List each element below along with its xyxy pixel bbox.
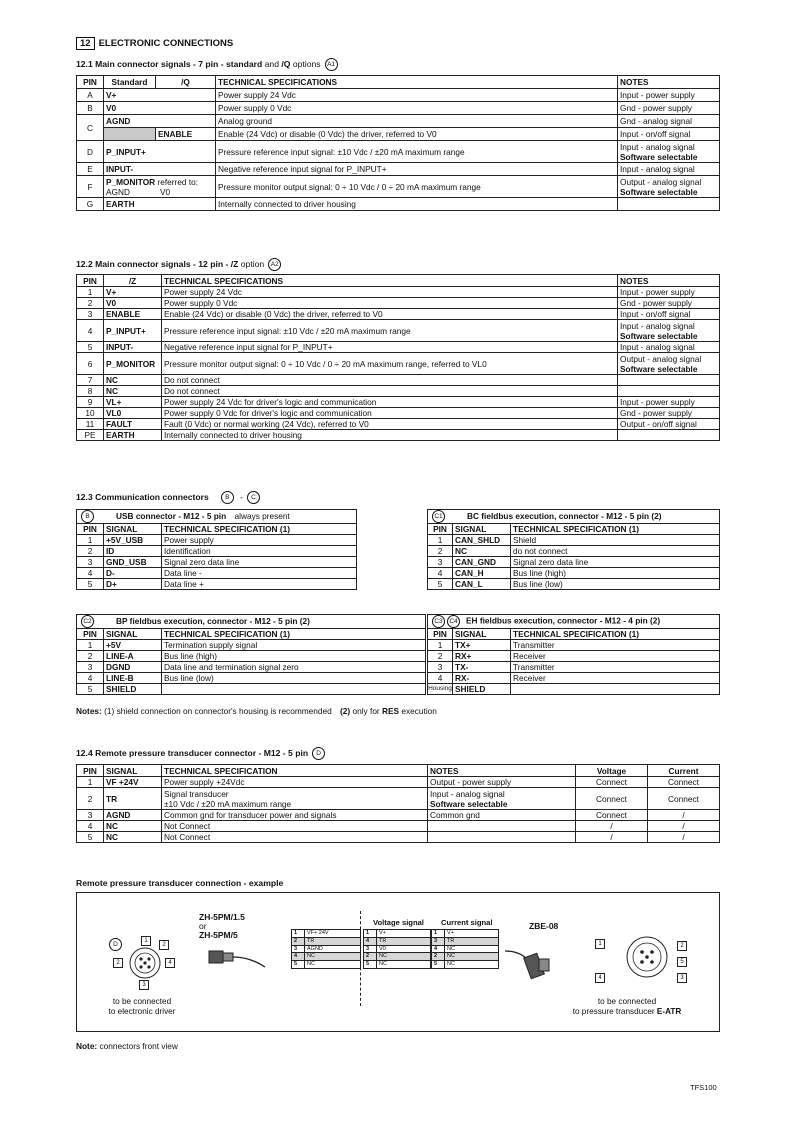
voltage-label: Voltage signal (373, 918, 424, 927)
heading-12-3: 12.3 Communication connectors B - C (76, 491, 260, 504)
connection-diagram: D 1 2 4 2 3 to be connected to electronic driver ZH-5PM/1.5 or ZH-5PM/5 1 VF+ 24V 2 TR 3 AGND 4 NC 5 NC 1 V+ 4 TR 3 V0 2 NC 5 NC 1 V+ 3 TR 4 NC 2 NC 5 NC Voltage signal Current signal ZBE-08 1 2 5 3 4 to be connected to pressure transducer E-ATR (76, 892, 720, 1032)
table-row: 5 CAN_L Bus line (low) (428, 579, 720, 590)
table-row: 4 LINE-B Bus line (low) (77, 673, 426, 684)
right-caption: to be connected to pressure transducer E-ATR (572, 997, 682, 1016)
table-row: 1 VF +24V Power supply +24Vdc Output - power supply Connect Connect (77, 777, 720, 788)
table-row: 3 TX- Transmitter (428, 662, 720, 673)
table-row: 4 CAN_H Bus line (high) (428, 568, 720, 579)
table-row: 1 +5V Termination supply signal (77, 640, 426, 651)
table-row: 3 CAN_GND Signal zero data line (428, 557, 720, 568)
badge-a1: A1 (325, 58, 338, 71)
table-bp: C2 BP fieldbus execution, connector - M12 - 5 pin (2) PIN SIGNAL TECHNICAL SPECIFICATION (1) 1 +5V Termination supply signal 2 LINE-A Bus line (high) 3 DGND Data line and termination signal zero 4 LINE-B Bus line (low) 5 SHIELD (76, 614, 426, 695)
mapping-row: 4 TR (364, 937, 431, 945)
table-7pin: PIN Standard /Q TECHNICAL SPECIFICATIONS NOTES A V+ Power supply 24 Vdc Input - power supply B V0 Power supply 0 Vdc Gnd - power supply C AGND Analog ground Gnd - analog signal ENABLE Enable (24 Vdc) or disable (0 Vdc) the driver, referred to V0 Input - on/off signal D P_INPUT+ Pressure reference input signal: ±10 Vdc / ±20 mA maximum range Input - analog signal Software selectable E INPUT- Negative reference input signal for P_INPUT+ Input - analog signal F P_MONITOR referred to: AGND V0 Pressure monitor output signal: 0 ÷ 10 Vdc / 0 ÷ 20 mA maximum range Output - analog signal Software selectable G EARTH Internally connected to driver housing (76, 75, 720, 211)
table-row: 2 ID Identification (77, 546, 357, 557)
mapping-row: 5 NC (292, 961, 361, 969)
badge-b: B (221, 491, 234, 504)
table-row: 2 V0 Power supply 0 Vdc Gnd - power supply (77, 298, 720, 309)
table-row: 3 GND_USB Signal zero data line (77, 557, 357, 568)
example-title: Remote pressure transducer connection - example (76, 878, 284, 888)
heading-12-2: 12.2 Main connector signals - 12 pin - /Z option A2 (76, 258, 281, 271)
table-usb: B USB connector - M12 - 5 pin always present PIN SIGNAL TECHNICAL SPECIFICATION (1) 1 +5V_USB Power supply 2 ID Identification 3 GND_USB Signal zero data line 4 D- Data line - 5 D+ Data line + (76, 509, 357, 590)
mapping-row: 3 TR (432, 937, 499, 945)
mapping-row: 1 V+ (432, 930, 499, 938)
table-row: 1 TX+ Transmitter (428, 640, 720, 651)
table-row: A V+ Power supply 24 Vdc Input - power supply (77, 89, 720, 102)
table-eh: C3 C4 EH fieldbus execution, connector - M12 - 4 pin (2) PIN SIGNAL TECHNICAL SPECIFICATION (1) 1 TX+ Transmitter 2 RX+ Receiver 3 TX- Transmitter 4 RX- Receiver Housing SHIELD (427, 614, 720, 695)
table-row: 4 NC Not Connect / / (77, 821, 720, 832)
table-row: 3 ENABLE Enable (24 Vdc) or disable (0 Vdc) the driver, referred to V0 Input - on/off signal (77, 309, 720, 320)
badge-c3: C3 (432, 615, 445, 628)
badge-d: D (312, 747, 325, 760)
mapping-row: 1 VF+ 24V (292, 930, 361, 938)
cable-plug-icon (205, 941, 285, 981)
table-row: 4 D- Data line - (77, 568, 357, 579)
mapping-row: 2 NC (432, 953, 499, 961)
table-row: 1 +5V_USB Power supply (77, 535, 357, 546)
table-row: G EARTH Internally connected to driver housing (77, 198, 720, 211)
mapping-row: 4 NC (432, 945, 499, 953)
table-row: 2 NC do not connect (428, 546, 720, 557)
table-row: 7 NC Do not connect (77, 375, 720, 386)
badge-c: C (247, 491, 260, 504)
heading-12-4: 12.4 Remote pressure transducer connector - M12 - 5 pin D (76, 747, 325, 760)
table-row: F P_MONITOR referred to: AGND V0 Pressure monitor output signal: 0 ÷ 10 Vdc / 0 ÷ 20 mA maximum range Output - analog signal Software selectable (77, 176, 720, 198)
heading-12-1: 12.1 Main connector signals - 7 pin - standard and /Q options A1 (76, 58, 338, 71)
table-row: PE EARTH Internally connected to driver housing (77, 430, 720, 441)
table-12pin: PIN /Z TECHNICAL SPECIFICATIONS NOTES 1 V+ Power supply 24 Vdc Input - power supply 2 V0 Power supply 0 Vdc Gnd - power supply 3 ENABLE Enable (24 Vdc) or disable (0 Vdc) the driver, referred to V0 Input - on/off signal 4 P_INPUT+ Pressure reference input signal: ±10 Vdc / ±20 mA maximum range Input - analog signal Software selectable 5 INPUT- Negative reference input signal for P_INPUT+ Input - analog signal 6 P_MONITOR Pressure monitor output signal: 0 ÷ 10 Vdc / 0 ÷ 20 mA maximum range, referred to VL0 Output - analog signal Software selectable 7 NC Do not connect 8 NC Do not connect 9 VL+ Power supply 24 Vdc for driver's logic and communication Input - power supply 10 VL0 Power supply 0 Vdc for driver's logic and communication Gnd - power supply 11 FAULT Fault (0 Vdc) or normal working (24 Vdc), referred to V0 Output - on/off signal PE EARTH Internally connected to driver housing (76, 274, 720, 441)
table-row: E INPUT- Negative reference input signal for P_INPUT+ Input - analog signal (77, 163, 720, 176)
badge-c2: C2 (81, 615, 94, 628)
table-row: 5 NC Not Connect / / (77, 832, 720, 843)
table-bc: C1 BC fieldbus execution, connector - M12 - 5 pin (2) PIN SIGNAL TECHNICAL SPECIFICATION (1) 1 CAN_SHLD Shield 2 NC do not connect 3 CAN_GND Signal zero data line 4 CAN_H Bus line (high) 5 CAN_L Bus line (low) (427, 509, 720, 590)
badge-c4: C4 (447, 615, 460, 628)
table-row: B V0 Power supply 0 Vdc Gnd - power supply (77, 102, 720, 115)
mapping-row: 4 NC (292, 953, 361, 961)
table-row: ENABLE Enable (24 Vdc) or disable (0 Vdc) the driver, referred to V0 Input - on/off signal (77, 128, 720, 141)
notes-12-3: Notes: (1) shield connection on connector's housing is recommended (2) only for RES execution (76, 706, 437, 716)
table-row: 11 FAULT Fault (0 Vdc) or normal working (24 Vdc), referred to V0 Output - on/off signal (77, 419, 720, 430)
mapping-row: 2 NC (364, 953, 431, 961)
table-row: C AGND Analog ground Gnd - analog signal (77, 115, 720, 128)
table-row: 5 D+ Data line + (77, 579, 357, 590)
table-row: 6 P_MONITOR Pressure monitor output signal: 0 ÷ 10 Vdc / 0 ÷ 20 mA maximum range, referred to VL0 Output - analog signal Software selectable (77, 353, 720, 375)
right-connector-icon (607, 923, 687, 993)
section-title: 12 ELECTRONIC CONNECTIONS (76, 37, 233, 50)
footer-code: TFS100 (690, 1083, 717, 1092)
mapping-current (431, 929, 499, 969)
mapping-voltage (363, 929, 431, 969)
badge-a2: A2 (268, 258, 281, 271)
badge-c1: C1 (432, 510, 445, 523)
table-row: 1 CAN_SHLD Shield (428, 535, 720, 546)
table-row: 8 NC Do not connect (77, 386, 720, 397)
mapping-left (291, 929, 361, 969)
table-row: 3 AGND Common gnd for transducer power and signals Common gnd Connect / (77, 810, 720, 821)
zbe-plug-icon (505, 937, 565, 987)
table-row: 5 SHIELD (77, 684, 426, 695)
left-caption: to be connected to electronic driver (108, 997, 176, 1016)
badge-b-usb: B (81, 510, 94, 523)
table-row: 1 V+ Power supply 24 Vdc Input - power supply (77, 287, 720, 298)
mapping-row: 3 V0 (364, 945, 431, 953)
table-row: Housing SHIELD (428, 684, 720, 695)
table-transducer: PIN SIGNAL TECHNICAL SPECIFICATION NOTES Voltage Current 1 VF +24V Power supply +24Vdc Output - power supply Connect Connect 2 TR Signal transducer ±10 Vdc / ±20 mA maximum range Input - analog signal Software selectable Connect Connect 3 AGND Common gnd for transducer power and signals Common gnd Connect / 4 NC Not Connect / / 5 NC Not Connect / / (76, 764, 720, 843)
table-row: 2 TR Signal transducer ±10 Vdc / ±20 mA maximum range Input - analog signal Software selectable Connect Connect (77, 788, 720, 810)
table-row: 4 P_INPUT+ Pressure reference input signal: ±10 Vdc / ±20 mA maximum range Input - analog signal Software selectable (77, 320, 720, 342)
badge-d-diagram: D (109, 938, 122, 951)
mapping-row: 5 NC (432, 961, 499, 969)
mapping-row: 1 V+ (364, 930, 431, 938)
mapping-row: 2 TR (292, 937, 361, 945)
table-row: 5 INPUT- Negative reference input signal for P_INPUT+ Input - analog signal (77, 342, 720, 353)
mapping-row: 3 AGND (292, 945, 361, 953)
table-row: 3 DGND Data line and termination signal zero (77, 662, 426, 673)
mapping-row: 5 NC (364, 961, 431, 969)
zbe-label: ZBE-08 (529, 921, 559, 931)
cable-label: ZH-5PM/1.5 or ZH-5PM/5 (199, 912, 245, 940)
table-row: 2 LINE-A Bus line (high) (77, 651, 426, 662)
table-row: 9 VL+ Power supply 24 Vdc for driver's logic and communication Input - power supply (77, 397, 720, 408)
table-row: 2 RX+ Receiver (428, 651, 720, 662)
table-row: 4 RX- Receiver (428, 673, 720, 684)
current-label: Current signal (441, 918, 493, 927)
table-row: D P_INPUT+ Pressure reference input signal: ±10 Vdc / ±20 mA maximum range Input - analog signal Software selectable (77, 141, 720, 163)
divider (360, 911, 361, 1006)
front-view-note: Note: connectors front view (76, 1041, 178, 1051)
table-row: 10 VL0 Power supply 0 Vdc for driver's logic and communication Gnd - power supply (77, 408, 720, 419)
